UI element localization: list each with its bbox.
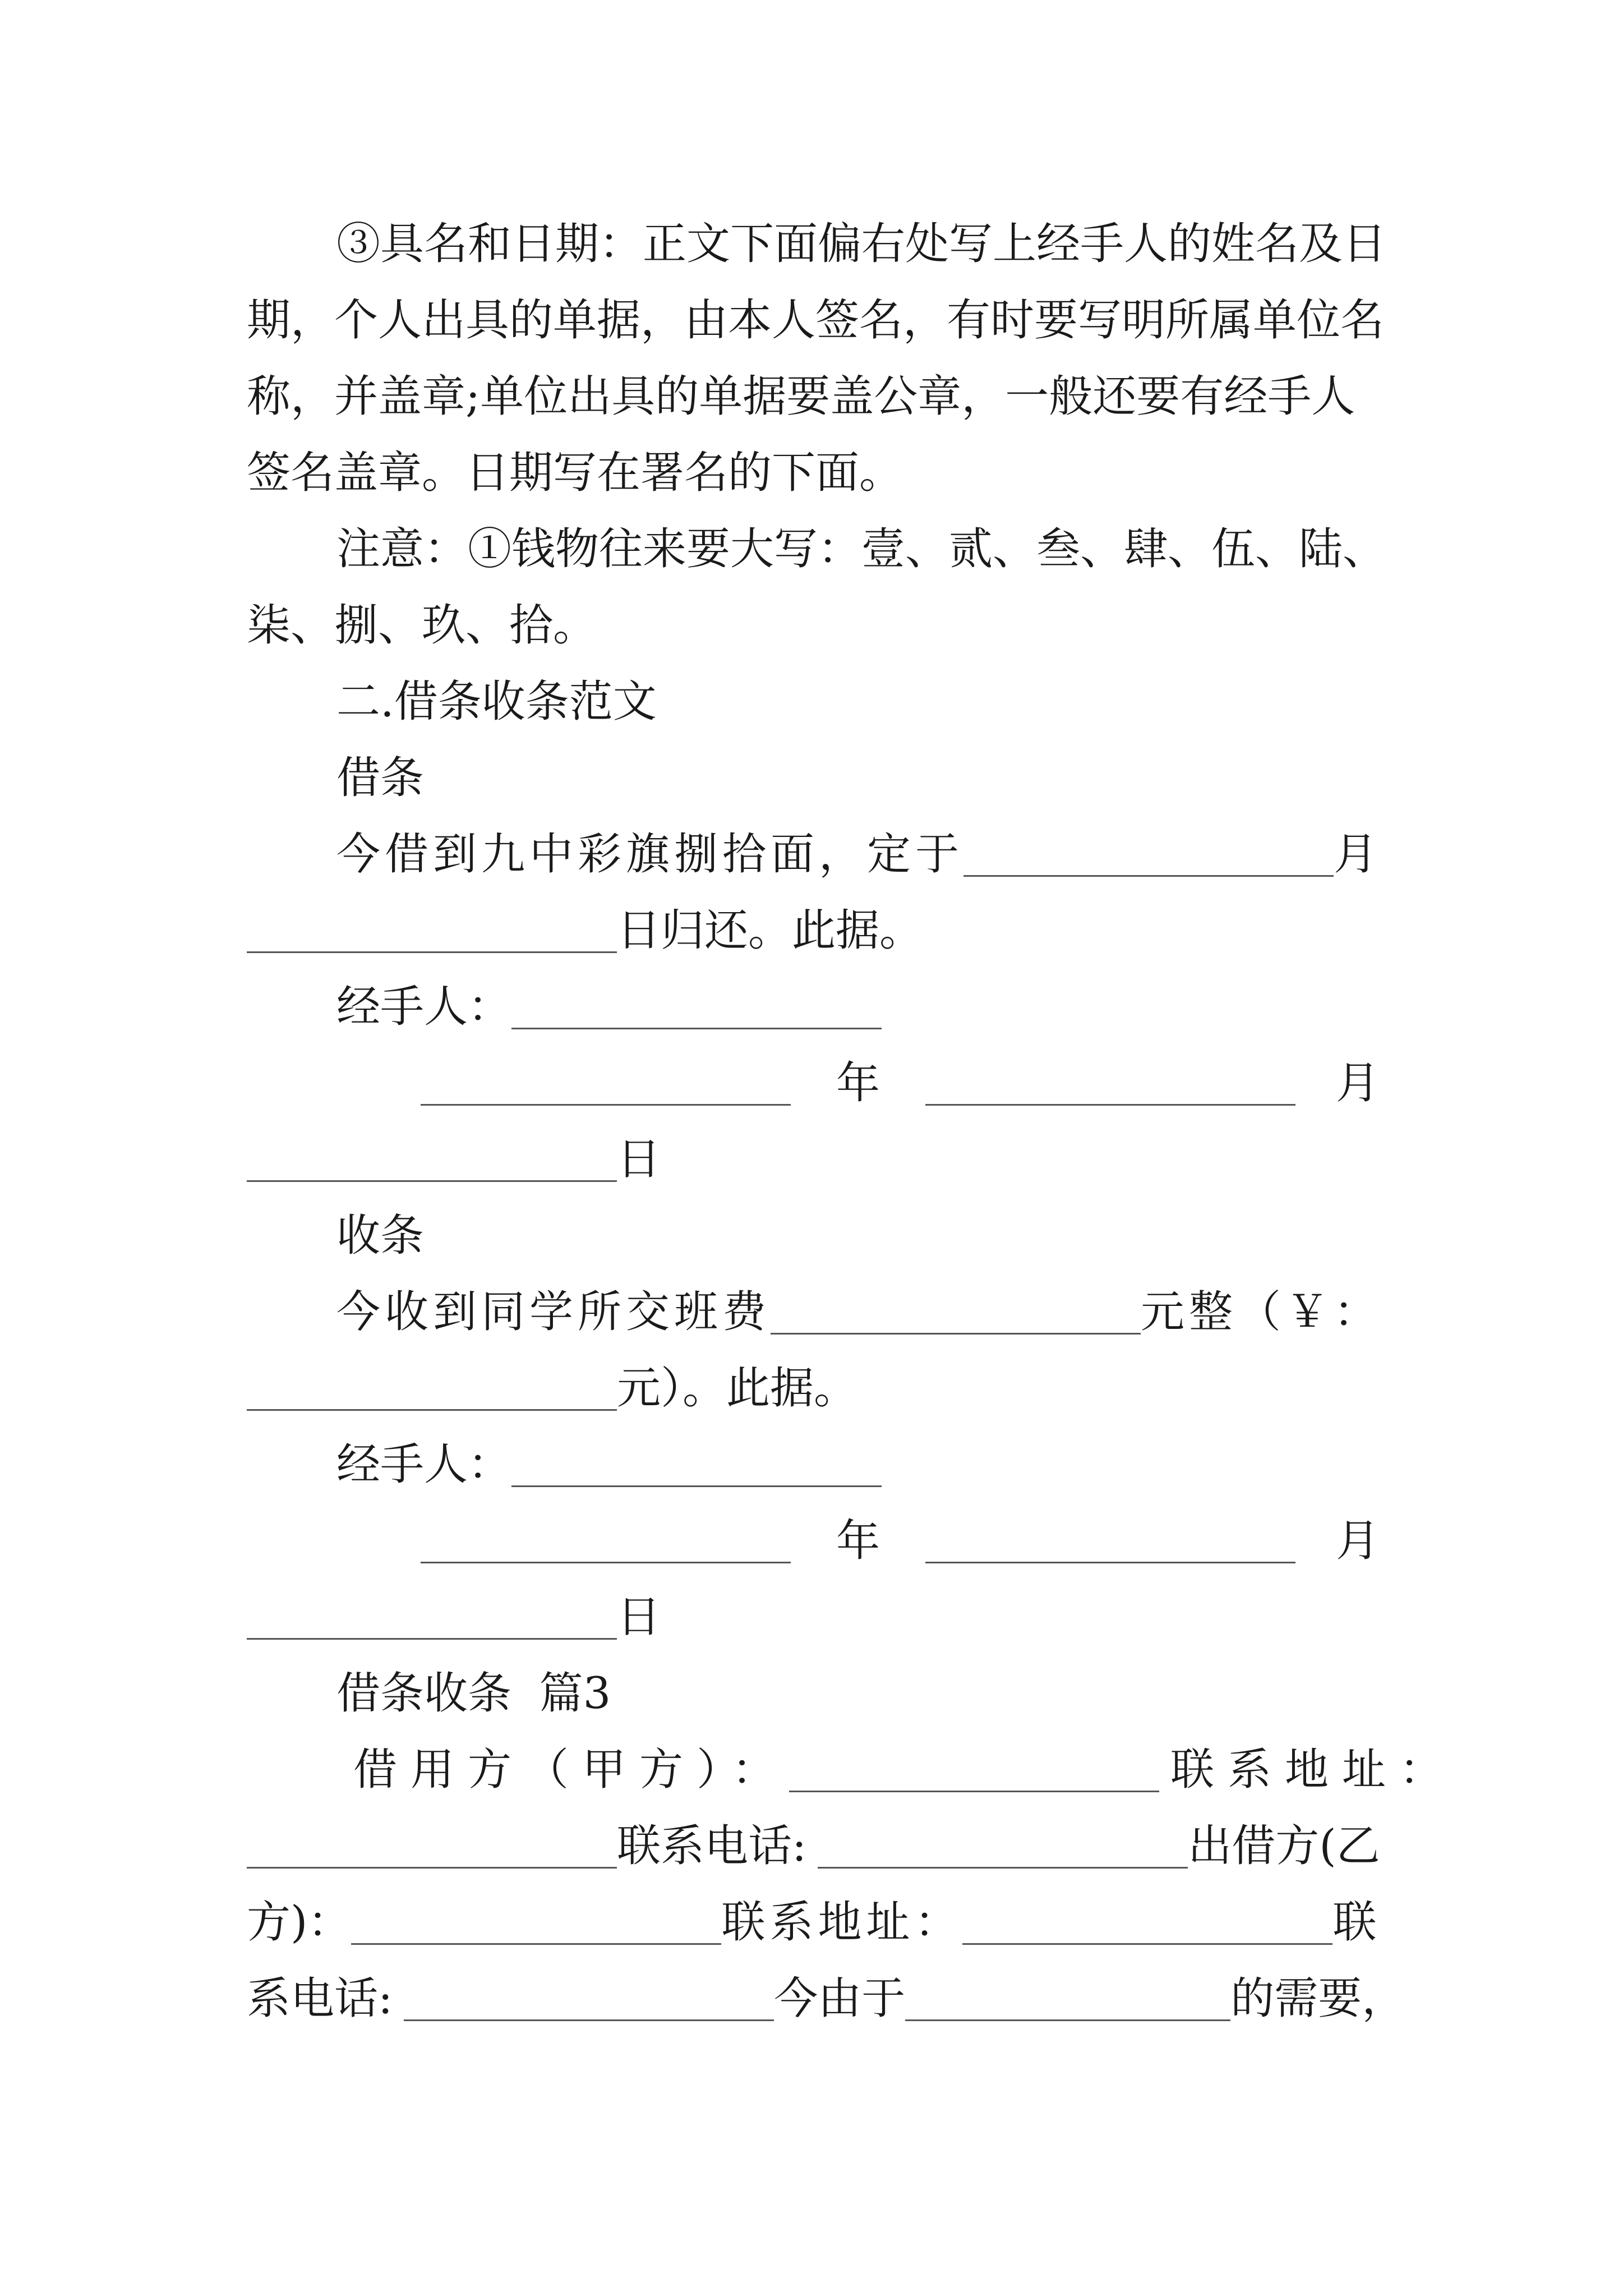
text: 联系电话: xyxy=(617,1821,807,1871)
month-blank[interactable] xyxy=(925,1053,1295,1106)
text: 期，个人出具的单据，由本人签名，有时要写明所属单位名 xyxy=(247,295,1385,346)
text: 今借到九中彩旗捌拾面，定于 xyxy=(336,829,964,880)
part3-heading xyxy=(247,1657,1380,1730)
text: 元整（￥： xyxy=(1141,1287,1382,1337)
address-blank[interactable] xyxy=(962,1893,1332,1945)
iou-body-line xyxy=(247,894,1380,967)
text: 柒、捌、玖、拾。 xyxy=(247,600,597,651)
text: 联 xyxy=(1332,1897,1377,1948)
note-line xyxy=(247,589,1380,662)
text: 联系地址： xyxy=(721,1897,963,1948)
text: 经手人： xyxy=(336,982,512,1032)
text: 收条 xyxy=(336,1211,425,1261)
text: 称，并盖章;单位出具的单据要盖公章，一般还要有经手人 xyxy=(247,371,1355,422)
month-blank[interactable] xyxy=(925,1511,1295,1563)
year-blank[interactable] xyxy=(421,1511,791,1563)
text: 日 xyxy=(617,1592,661,1642)
section-heading xyxy=(247,665,1380,738)
text: 元）。此据。 xyxy=(617,1363,858,1414)
amount-blank[interactable] xyxy=(771,1282,1141,1335)
note-line xyxy=(247,513,1387,586)
text: 年 xyxy=(836,1058,880,1108)
text: 日归还。此据。 xyxy=(617,905,924,956)
contract-line xyxy=(247,1733,1457,1806)
iou-date-line xyxy=(247,1123,1380,1196)
receipt-date-line xyxy=(247,1504,1380,1577)
iou-date-line xyxy=(247,1047,1380,1120)
text: 日 xyxy=(617,1134,661,1185)
phone-blank[interactable] xyxy=(818,1816,1188,1869)
text: 方)： xyxy=(247,1897,352,1948)
text: 系电话: xyxy=(247,1973,393,2024)
text: 借用方（甲方）： xyxy=(353,1745,790,1795)
lender-blank[interactable] xyxy=(351,1893,721,1945)
iou-handler xyxy=(247,970,1380,1043)
text: 月 xyxy=(1334,829,1378,880)
text: 的需要， xyxy=(1230,1973,1406,2024)
day-blank[interactable] xyxy=(247,901,617,953)
contract-line xyxy=(247,1810,1380,1883)
receipt-date-line xyxy=(247,1581,1380,1654)
reason-blank[interactable] xyxy=(905,1969,1230,2021)
receipt-handler xyxy=(247,1428,1380,1501)
text: 经手人： xyxy=(336,1439,512,1490)
day-blank[interactable] xyxy=(247,1130,617,1182)
receipt-title xyxy=(247,1199,1380,1272)
text: 年 xyxy=(836,1516,880,1566)
month-blank[interactable] xyxy=(963,825,1334,877)
contract-line xyxy=(247,1962,1406,2035)
text: ③具名和日期：正文下面偏右处写上经手人的姓名及日 xyxy=(336,219,1387,269)
text: 出借方(乙 xyxy=(1188,1821,1380,1871)
iou-body-line xyxy=(247,818,1380,891)
text: 今收到同学所交班费 xyxy=(336,1287,771,1337)
phone-blank[interactable] xyxy=(404,1969,774,2021)
text: 借条 xyxy=(336,753,425,803)
amount-number-blank[interactable] xyxy=(247,1359,617,1411)
iou-title xyxy=(247,742,1380,815)
text: 借条收条 篇3 xyxy=(336,1668,611,1719)
text: 签名盖章。日期写在署名的下面。 xyxy=(247,448,903,498)
year-blank[interactable] xyxy=(421,1053,791,1106)
paragraph-line xyxy=(247,208,1387,280)
receipt-body-line xyxy=(247,1352,1380,1425)
contract-line xyxy=(247,1886,1380,1959)
day-blank[interactable] xyxy=(247,1588,617,1640)
receipt-body-line xyxy=(247,1276,1380,1349)
paragraph-line xyxy=(247,360,1380,433)
paragraph-line xyxy=(247,284,1385,357)
text: 月 xyxy=(1335,1516,1380,1566)
address-blank[interactable] xyxy=(247,1816,617,1869)
text: 月 xyxy=(1335,1058,1380,1108)
text: 今由于 xyxy=(774,1973,906,2024)
text: 二.借条收条范文 xyxy=(336,677,657,727)
handler-blank[interactable] xyxy=(511,1435,882,1487)
text: 注意：①钱物往来要大写：壹、贰、叁、肆、伍、陆、 xyxy=(336,524,1387,574)
paragraph-line xyxy=(247,436,1380,509)
text: 联系地址： xyxy=(1170,1745,1457,1795)
handler-blank[interactable] xyxy=(511,977,882,1029)
borrower-blank[interactable] xyxy=(789,1740,1159,1792)
